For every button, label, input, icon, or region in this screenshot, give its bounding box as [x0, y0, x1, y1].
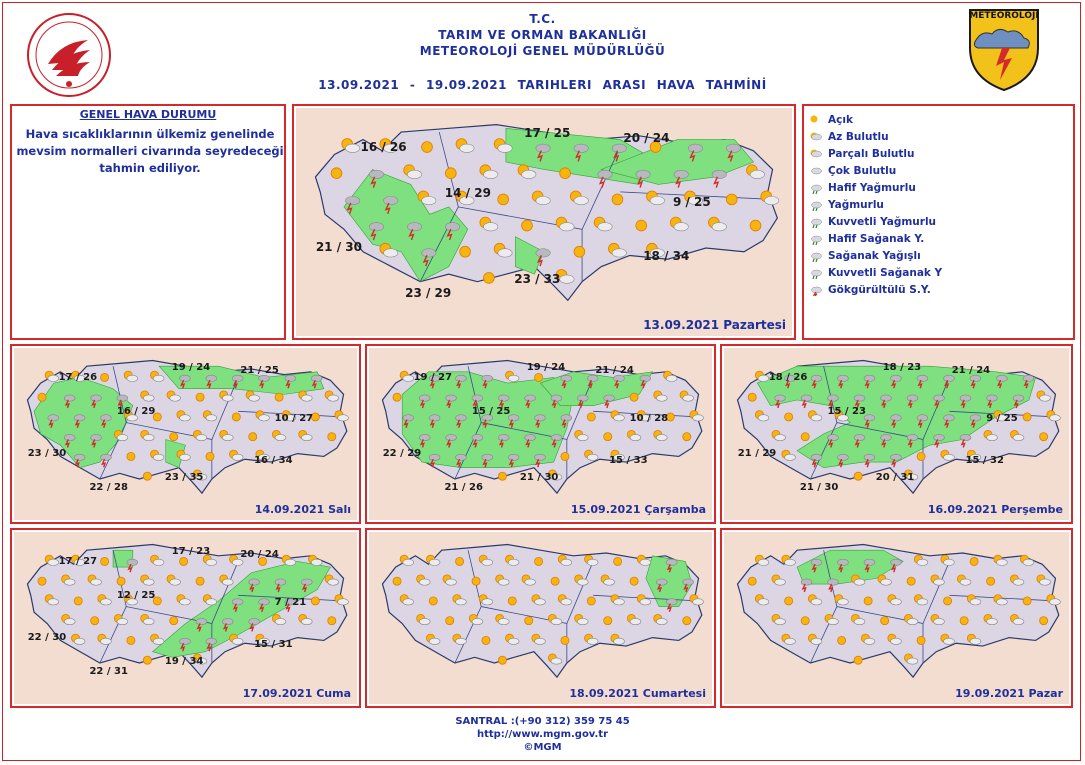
sun-weather-icon	[561, 452, 569, 460]
temperature-label: 21 / 30	[315, 240, 362, 255]
sun-weather-icon	[612, 194, 623, 205]
temperature-label: 12 / 25	[116, 590, 156, 602]
sun-weather-icon	[101, 557, 109, 565]
sun-weather-icon	[525, 617, 533, 625]
legend-item-label: Açık	[828, 114, 853, 126]
sun-weather-icon	[91, 617, 99, 625]
day-panel-7	[720, 528, 1073, 708]
sun-weather-icon	[275, 393, 283, 401]
sun-weather-icon	[143, 472, 151, 480]
sun-weather-icon	[960, 617, 968, 625]
sun-weather-icon	[785, 597, 793, 605]
temperature-label: 19 / 27	[413, 372, 453, 384]
sun-weather-icon	[574, 246, 585, 257]
footer-copyright: ©MGM	[523, 742, 562, 753]
day-date-label: 17.09.2021 Cuma	[242, 687, 351, 700]
sun-weather-icon	[604, 433, 612, 441]
day-date-label: 18.09.2021 Cumartesi	[569, 687, 706, 700]
sun-weather-icon	[683, 617, 691, 625]
sun-weather-icon	[785, 413, 793, 421]
sun-weather-icon	[498, 194, 509, 205]
temperature-label: 21 / 29	[737, 447, 777, 459]
sun-weather-icon	[587, 597, 595, 605]
temperature-label: 21 / 30	[519, 471, 559, 483]
legend-panel	[802, 104, 1075, 340]
temperature-label: 7 / 21	[274, 597, 307, 609]
sun-weather-icon	[748, 577, 756, 585]
sun-weather-icon	[881, 617, 889, 625]
weather-map	[369, 532, 712, 704]
cloud-icon	[810, 166, 822, 177]
rain-icon	[810, 200, 822, 211]
sun-weather-icon	[429, 597, 437, 605]
day-panel-5	[10, 528, 361, 708]
temperature-label: 16 / 26	[360, 139, 407, 154]
day-date-label: 14.09.2021 Salı	[254, 503, 351, 516]
sun-weather-icon	[446, 617, 454, 625]
turkey-map-svg	[724, 532, 1069, 704]
temperature-label: 23 / 35	[164, 471, 204, 483]
day-date-label: 15.09.2021 Çarşamba	[570, 503, 706, 516]
temperature-label: 23 / 30	[27, 447, 67, 459]
sun-weather-icon	[38, 393, 46, 401]
temperature-label: 19 / 24	[526, 361, 566, 373]
day-panel-1	[292, 104, 796, 340]
day-date-label: 16.09.2021 Perşembe	[927, 503, 1063, 516]
temperature-label: 21 / 30	[799, 482, 839, 494]
header-line-2: TARIM VE ORMAN BAKANLIĞI	[438, 28, 647, 42]
sun-weather-icon	[630, 577, 638, 585]
sun-weather-icon	[498, 472, 506, 480]
sun-weather-icon	[907, 577, 915, 585]
sun-weather-icon	[987, 577, 995, 585]
temperature-label: 16 / 34	[254, 454, 293, 466]
temperature-label: 10 / 27	[274, 413, 314, 425]
legend-item	[808, 180, 942, 197]
sun-weather-icon	[1023, 597, 1031, 605]
header-line-1: T.C.	[529, 12, 556, 26]
weather-map	[296, 108, 792, 336]
sun-weather-icon	[328, 617, 336, 625]
sun-weather-icon	[445, 168, 456, 179]
light-rain-icon	[810, 183, 822, 194]
temperature-label: 17 / 25	[524, 126, 571, 141]
legend-item	[808, 129, 942, 146]
sun-weather-icon	[854, 656, 862, 664]
sun-weather-icon	[127, 636, 135, 644]
legend-item	[808, 265, 942, 282]
temperature-label: 23 / 29	[405, 285, 452, 300]
temperature-label: 22 / 28	[89, 482, 128, 494]
sun-weather-icon	[180, 557, 188, 565]
shower-icon	[810, 251, 822, 262]
legend-item-label: Parçalı Bulutlu	[828, 148, 915, 160]
day-panel-4	[720, 344, 1073, 524]
temperature-label: 20 / 24	[240, 549, 279, 561]
legend-item	[808, 163, 942, 180]
legend-item-label: Kuvvetli Sağanak Y	[828, 267, 943, 279]
sun-weather-icon	[854, 472, 862, 480]
sun-weather-icon	[311, 597, 319, 605]
legend-column-1	[808, 112, 942, 299]
temperature-label: 17 / 26	[58, 372, 98, 384]
sun-weather-icon	[1040, 617, 1048, 625]
legend-item	[808, 112, 942, 129]
sun-weather-icon	[393, 393, 401, 401]
legend-item-label: Hafif Sağanak Y.	[828, 233, 925, 245]
sun-weather-icon	[143, 656, 151, 664]
sun-weather-icon	[127, 452, 135, 460]
sun-weather-icon	[460, 246, 471, 257]
day-panel-2	[10, 344, 361, 524]
header-date-range: 13.09.2021 - 19.09.2021 TARIHLERI ARASI HAVA TAHMİNİ	[318, 78, 767, 92]
temperature-label: 17 / 27	[58, 556, 98, 568]
day-panel-6	[365, 528, 716, 708]
legend-item	[808, 214, 942, 231]
sun-weather-icon	[750, 220, 761, 231]
day-panel-3	[365, 344, 716, 524]
sun-weather-icon	[801, 617, 809, 625]
temperature-label: 15 / 31	[254, 638, 293, 650]
temperature-label: 20 / 31	[875, 471, 915, 483]
sun-weather-icon	[101, 373, 109, 381]
sun-weather-icon	[726, 194, 737, 205]
legend-item-label: Kuvvetli Yağmurlu	[828, 216, 937, 228]
sun-weather-icon	[393, 577, 401, 585]
sun-weather-icon	[801, 433, 809, 441]
sun-weather-icon	[422, 142, 433, 153]
sun-weather-icon	[1040, 433, 1048, 441]
turkey-map-svg	[369, 532, 712, 704]
temperature-label: 21 / 25	[240, 365, 279, 377]
temperature-label: 23 / 33	[514, 272, 561, 287]
legend-item	[808, 197, 942, 214]
legend-item-label: Yağmurlu	[828, 199, 884, 211]
sun-weather-icon	[535, 557, 543, 565]
sun-weather-icon	[748, 393, 756, 401]
weather-map	[14, 532, 357, 704]
legend-item-label: Gökgürültülü S.Y.	[828, 284, 931, 296]
temperature-label: 21 / 24	[595, 365, 634, 377]
sun-weather-icon	[170, 617, 178, 625]
sun-weather-icon	[498, 656, 506, 664]
sun-weather-icon	[249, 433, 257, 441]
temperature-label: 22 / 31	[89, 666, 128, 678]
sun-weather-icon	[917, 452, 925, 460]
temperature-label: 14 / 29	[444, 185, 491, 200]
sun-weather-icon	[561, 636, 569, 644]
heavy-shower-icon	[810, 268, 822, 279]
footer-phone: SANTRAL :(+90 312) 359 75 45	[455, 716, 630, 727]
legend-item-label: Az Bulutlu	[828, 131, 889, 143]
temperature-label: 19 / 24	[171, 361, 211, 373]
thunder-icon	[810, 285, 822, 296]
temperature-label: 15 / 23	[827, 406, 866, 418]
sun-cloud-icon	[810, 149, 822, 160]
temperature-label: 17 / 23	[171, 545, 211, 557]
sun-weather-icon	[864, 597, 872, 605]
weather-map	[369, 348, 712, 520]
sun-weather-icon	[944, 597, 952, 605]
temperature-label: 9 / 25	[986, 413, 1018, 425]
temperature-label: 21 / 26	[444, 482, 483, 494]
legend-item-label: Sağanak Yağışlı	[828, 250, 921, 262]
day-date-label: 19.09.2021 Pazar	[955, 687, 1063, 700]
sun-weather-icon	[917, 636, 925, 644]
legend-item	[808, 282, 942, 299]
temperature-label: 15 / 32	[965, 454, 1004, 466]
sun-weather-icon	[508, 597, 516, 605]
legend-item	[808, 146, 942, 163]
temperature-label: 15 / 25	[471, 406, 511, 418]
sun-weather-icon	[170, 433, 178, 441]
sun-weather-icon	[472, 577, 480, 585]
legend-item-label: Çok Bulutlu	[828, 165, 897, 177]
sun-weather-icon	[970, 557, 978, 565]
logo-right-text: METEOROLOJİ	[969, 11, 1039, 21]
sun-weather-icon	[636, 220, 647, 231]
legend-item-label: Hafif Yağmurlu	[828, 182, 916, 194]
header-line-3: METEOROLOJİ GENEL MÜDÜRLÜĞÜ	[419, 44, 666, 58]
sun-weather-icon	[1023, 413, 1031, 421]
sun-weather-icon	[38, 577, 46, 585]
footer-website-link[interactable]: http://www.mgm.gov.tr	[476, 729, 609, 740]
sun-weather-icon	[560, 168, 571, 179]
sun-weather-icon	[551, 577, 559, 585]
sun-weather-icon	[484, 273, 495, 284]
light-shower-icon	[810, 234, 822, 245]
day-date-label: 13.09.2021 Pazartesi	[643, 318, 786, 332]
heavy-rain-icon	[810, 217, 822, 228]
temperature-label: 18 / 26	[768, 372, 808, 384]
weather-map	[724, 348, 1069, 520]
sun-weather-icon	[535, 373, 543, 381]
temperature-label: 22 / 29	[382, 447, 422, 459]
sun-weather-icon	[630, 393, 638, 401]
temperature-label: 10 / 28	[629, 413, 669, 425]
sun-weather-icon	[196, 393, 204, 401]
sun-weather-icon	[232, 413, 240, 421]
weather-map	[14, 348, 357, 520]
sun-weather-icon	[587, 413, 595, 421]
sun-weather-icon	[522, 220, 533, 231]
legend-item	[808, 231, 942, 248]
temperature-label: 18 / 23	[882, 361, 922, 373]
temperature-label: 21 / 24	[951, 365, 991, 377]
general-weather-text: Hava sıcaklıklarının ülkemiz genelinde mevsim normalleri civarında seyredeceği tahmin ediliyor.	[16, 127, 284, 175]
sun-weather-icon	[196, 577, 204, 585]
temperature-label: 19 / 34	[164, 655, 204, 667]
sun-weather-icon	[614, 557, 622, 565]
sun-weather-icon	[117, 577, 125, 585]
general-weather-title: GENEL HAVA DURUMU	[79, 108, 217, 121]
temperature-label: 16 / 29	[116, 406, 156, 418]
temperature-label: 20 / 24	[623, 130, 670, 145]
temperature-label: 22 / 30	[27, 631, 67, 643]
weather-map	[724, 532, 1069, 704]
general-weather-panel	[10, 104, 286, 340]
temperature-label: 18 / 34	[643, 249, 690, 264]
sun-weather-icon	[482, 636, 490, 644]
sun-icon	[810, 115, 822, 126]
sun-small-cloud-icon	[810, 132, 822, 143]
sun-weather-icon	[328, 433, 336, 441]
sun-weather-icon	[74, 597, 82, 605]
sun-weather-icon	[604, 617, 612, 625]
temperature-label: 9 / 25	[672, 194, 711, 209]
temperature-label: 15 / 33	[609, 454, 648, 466]
sun-weather-icon	[206, 452, 214, 460]
legend-item	[808, 248, 942, 265]
sun-weather-icon	[331, 168, 342, 179]
sun-weather-icon	[838, 636, 846, 644]
sun-weather-icon	[456, 557, 464, 565]
sun-weather-icon	[683, 433, 691, 441]
